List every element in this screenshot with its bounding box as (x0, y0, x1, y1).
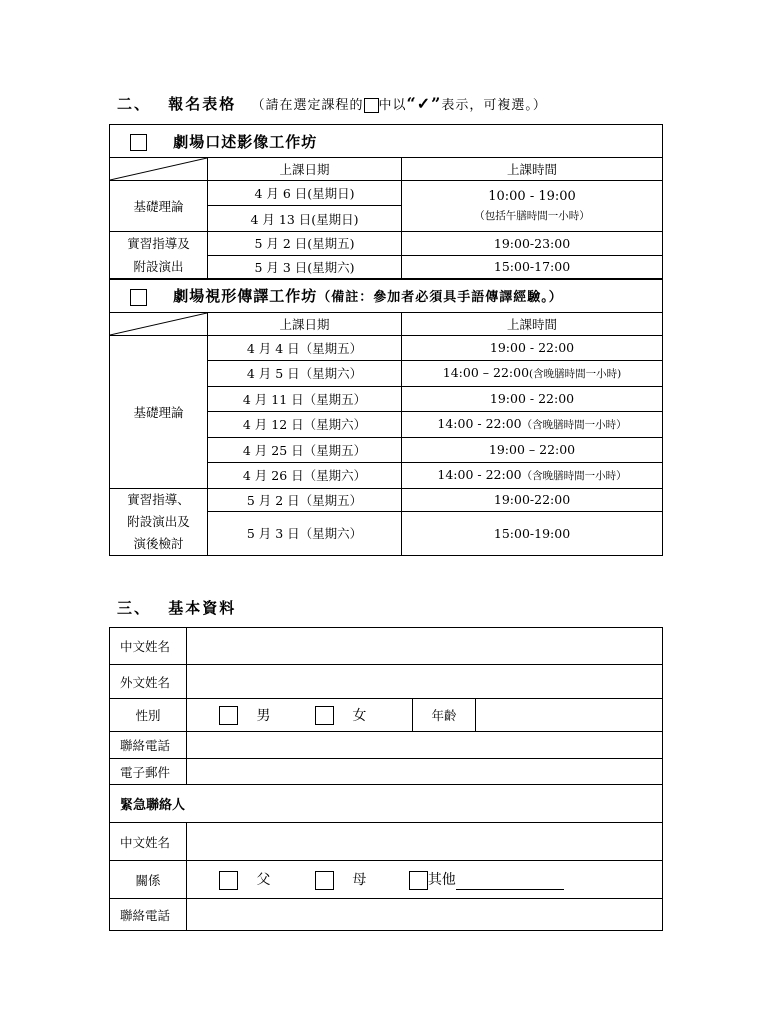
course2-time-cell: 19:00-22:00 (402, 488, 663, 511)
phone-label: 聯絡電話 (110, 732, 187, 759)
email-field[interactable] (187, 759, 663, 785)
course2-time-cell (402, 411, 663, 437)
course1-group2-label-line1: 實習指導及 (127, 236, 190, 251)
course2-title: 劇場視形傳譯工作坊 (173, 287, 318, 306)
section2-number: 二、 (117, 95, 152, 113)
course2-time-note: （含晚膳時間一小時） (521, 419, 627, 431)
father-checkbox[interactable] (219, 871, 238, 890)
course1-group1-label: 基礎理論 (110, 181, 208, 232)
relationship-options (187, 861, 663, 899)
mother-checkbox[interactable] (315, 871, 334, 890)
course2-time-cell (402, 386, 663, 411)
course2-date-cell: 5 月 3 日（星期六） (208, 511, 402, 555)
course1-header (110, 125, 663, 158)
ec-phone-field[interactable] (187, 899, 663, 931)
section3-title: 基本資料 (168, 599, 237, 617)
course2-header (110, 279, 663, 312)
relationship-label: 關係 (110, 861, 187, 899)
female-label: 女 (352, 707, 367, 724)
course1-time-cell: 19:00-23:00 (402, 232, 663, 256)
emergency-contact-heading: 緊急聯絡人 (110, 785, 663, 823)
course1-group2-label-line2: 附設演出 (133, 259, 184, 274)
course2-time-header: 上課時間 (402, 312, 663, 335)
course1-group1-time-note: （包括午膳時間一小時） (474, 210, 590, 222)
course1-checkbox[interactable] (130, 134, 147, 151)
course1-time-header: 上課時間 (402, 158, 663, 181)
section2-title: 報名表格 (168, 95, 237, 113)
course1-title: 劇場口述影像工作坊 (173, 132, 318, 151)
course2-date-cell: 4 月 26 日（星期六） (208, 462, 402, 488)
checkbox-sample-icon (364, 98, 379, 113)
course2-group2-label (110, 488, 208, 555)
email-label: 電子郵件 (110, 759, 187, 785)
checkmark-icon: “✓” (406, 94, 442, 113)
course2-date-cell: 4 月 12 日（星期六） (208, 411, 402, 437)
course2-date-cell: 5 月 2 日（星期五） (208, 488, 402, 511)
foreign-name-label: 外文姓名 (110, 665, 187, 699)
male-label: 男 (256, 707, 271, 724)
course2-time-cell (402, 360, 663, 386)
ec-chinese-name-label: 中文姓名 (110, 823, 187, 861)
father-label: 父 (256, 872, 271, 889)
foreign-name-field[interactable] (187, 665, 663, 699)
age-field[interactable] (476, 699, 663, 732)
course2-date-cell: 4 月 4 日（星期五） (208, 335, 402, 360)
section3-heading (117, 597, 236, 618)
basic-info-table (109, 627, 663, 931)
course1-group1-time-text: 10:00 - 19:00 (488, 189, 576, 204)
phone-field[interactable] (187, 732, 663, 759)
section3-number: 三、 (117, 599, 152, 617)
note-text-mid: 中以 (378, 98, 407, 113)
course2-checkbox[interactable] (130, 289, 147, 306)
gender-options (187, 699, 413, 732)
age-label: 年齡 (413, 699, 476, 732)
course2-group2-label-line2: 附設演出及 (127, 513, 190, 529)
section2-heading (117, 93, 547, 114)
course2-title-note: （備註：參加者必須具手語傳譯經驗。） (317, 290, 563, 306)
note-text-after: 表示，可複選。） (441, 98, 547, 113)
course1-time-cell: 15:00-17:00 (402, 255, 663, 279)
course2-time-cell (402, 437, 663, 462)
chinese-name-field[interactable] (187, 628, 663, 665)
course1-group1-time (402, 181, 663, 232)
ec-chinese-name-field[interactable] (187, 823, 663, 861)
ec-phone-label: 聯絡電話 (110, 899, 187, 931)
course2-date-header: 上課日期 (208, 312, 402, 335)
course1-table (109, 124, 663, 556)
course1-date-cell: 5 月 2 日(星期五) (208, 232, 402, 256)
course2-date-cell: 4 月 5 日（星期六） (208, 360, 402, 386)
section2-note (251, 94, 547, 113)
course1-date-cell: 4 月 6 日(星期日) (208, 181, 402, 206)
course2-group2-label-line1: 實習指導、 (127, 491, 190, 507)
course2-time-cell (402, 335, 663, 360)
course2-time-text: 14:00 - 22:00 (437, 467, 522, 482)
course2-time-note: (含晚膳時間一小時) (529, 368, 622, 380)
course2-group1-label: 基礎理論 (110, 335, 208, 488)
course2-time-text: 19:00 – 22:00 (488, 442, 576, 457)
note-text-before: （請在選定課程的 (251, 98, 364, 113)
course2-date-cell: 4 月 11 日（星期五） (208, 386, 402, 411)
course1-date-cell: 4 月 13 日(星期日) (208, 206, 402, 232)
course2-time-cell (402, 462, 663, 488)
gender-label: 性別 (110, 699, 187, 732)
course2-time-text: 14:00 – 22:00 (442, 365, 530, 380)
course2-time-text: 14:00 - 22:00 (437, 416, 522, 431)
course2-time-cell: 15:00-19:00 (402, 511, 663, 555)
other-underline[interactable] (456, 875, 564, 890)
course2-time-note: （含晚膳時間一小時） (521, 470, 627, 482)
other-checkbox[interactable] (409, 871, 428, 890)
course1-date-header: 上課日期 (208, 158, 402, 181)
course1-date-cell: 5 月 3 日(星期六) (208, 255, 402, 279)
female-checkbox[interactable] (315, 706, 334, 725)
course2-date-cell: 4 月 25 日（星期五） (208, 437, 402, 462)
chinese-name-label: 中文姓名 (110, 628, 187, 665)
course2-diagonal-cell (110, 312, 208, 335)
course2-time-text: 19:00 - 22:00 (489, 340, 575, 355)
course2-group2-label-line3: 演後檢討 (133, 535, 184, 551)
mother-label: 母 (352, 872, 367, 889)
other-label: 其他 (427, 872, 456, 889)
course2-time-text: 19:00 - 22:00 (489, 391, 575, 406)
course1-diagonal-cell (110, 158, 208, 181)
male-checkbox[interactable] (219, 706, 238, 725)
course1-group2-label (110, 232, 208, 280)
